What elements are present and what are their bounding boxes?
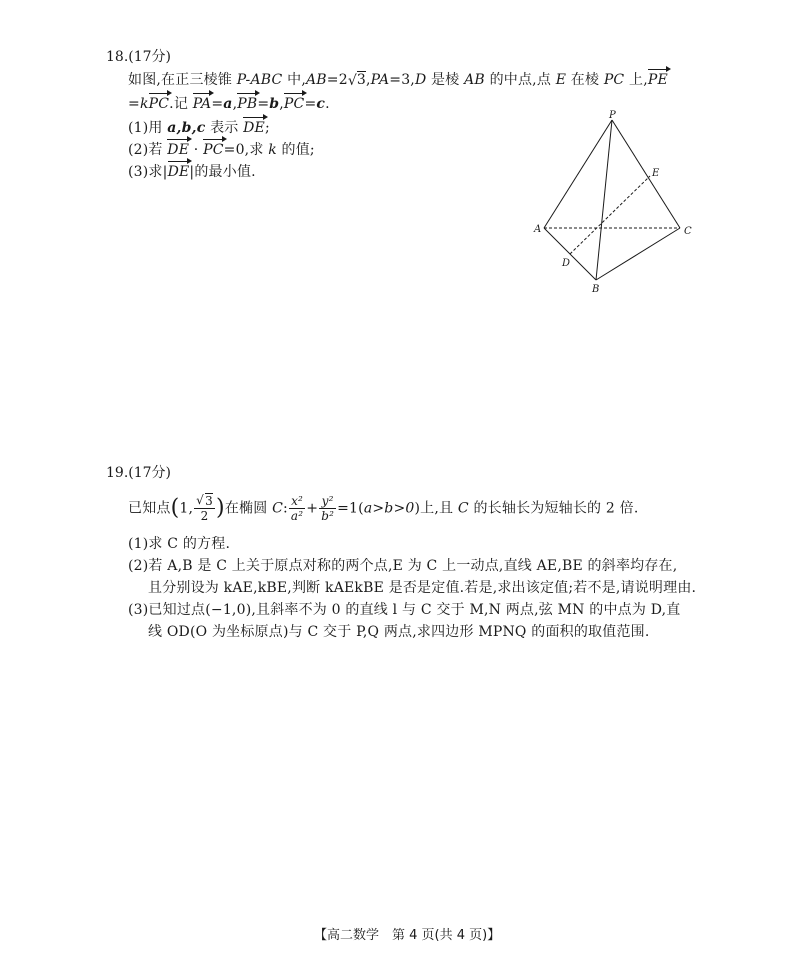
edge-bc: [596, 228, 680, 280]
q19-part3-line2: 线 OD(O 为坐标原点)与 C 交于 P,Q 两点,求四边形 MPNQ 的面积的取值范围.: [148, 624, 650, 640]
q19-header: 19.(17分): [106, 465, 172, 481]
q19-part1: (1)求 C 的方程.: [128, 536, 231, 552]
pyramid-figure: [530, 108, 700, 298]
q18-part2: (2)若 DE · PC=0,求 k 的值;: [128, 142, 315, 158]
label-b: B: [592, 284, 600, 295]
page-footer: 【高二数学 第 4 页(共 4 页)】: [314, 928, 501, 943]
q19-part2-line2: 且分别设为 kAE,kBE,判断 kAEkBE 是否是定值.若是,求出该定值;若不是,请说明理由.: [148, 580, 697, 596]
edge-pa: [544, 120, 612, 228]
q19-part2-line1: (2)若 A,B 是 C 上关于原点对称的两个点,E 为 C 上一动点,直线 AE,BE 的斜率均存在,: [128, 558, 678, 574]
label-e: E: [652, 168, 660, 179]
edge-pb: [596, 120, 612, 280]
q18-line1: 如图,在正三棱锥 P-ABC 中,AB=2√ 3,PA=3,D 是棱 AB 的中点,点 E 在棱 PC 上,PE: [128, 70, 668, 90]
q19-intro: 已知点(1, √ $\frac{3}{2}$ )在椭圆 C: $\frac{\text{x²}}{\text{a²}}$ + $\frac{\text{y²}}{\text{b²}}$ =1(a>b>0)上,且 C 的长轴长为短轴长的 2 倍.: [128, 494, 639, 523]
label-c: C: [684, 226, 692, 237]
q18-part3: (3)求|DE|的最小值.: [128, 164, 256, 180]
q18-line2: =kPC.记 PA=a,PB=b,PC=c.: [128, 96, 330, 112]
label-p: P: [609, 110, 616, 121]
q18-part1: (1)用 a,b,c 表示 DE;: [128, 120, 270, 136]
segment-de: [570, 176, 650, 254]
q19-part3-line1: (3)已知过点(−1,0),且斜率不为 0 的直线 l 与 C 交于 M,N 两点,弦 MN 的中点为 D,直: [128, 602, 681, 618]
label-d: D: [562, 258, 571, 269]
label-a: A: [534, 224, 542, 235]
q18-header: 18.(17分): [106, 49, 172, 65]
edge-pc: [612, 120, 680, 228]
